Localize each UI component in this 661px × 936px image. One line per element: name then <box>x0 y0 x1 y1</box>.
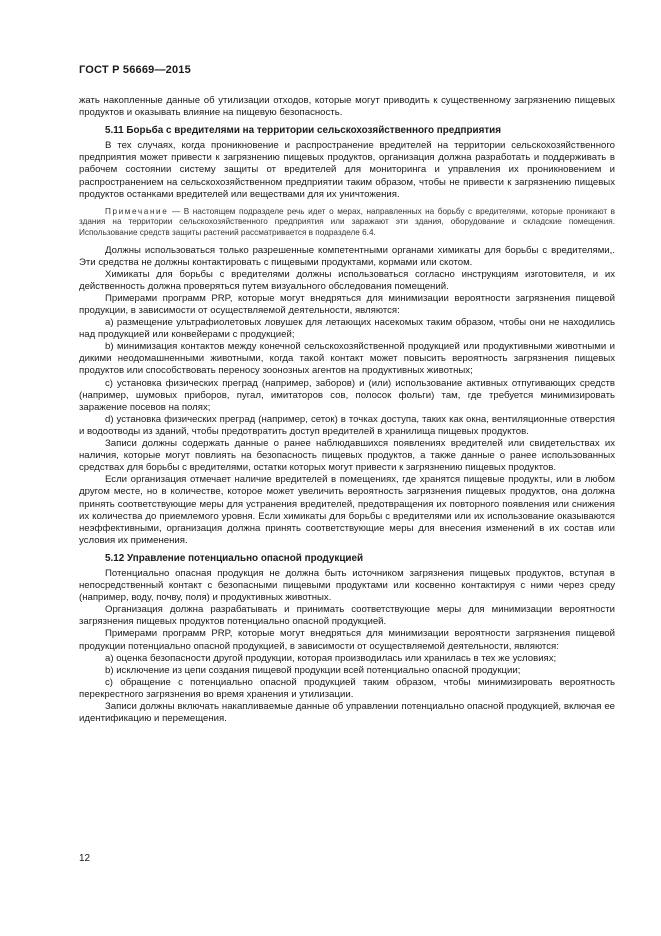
paragraph: Должны использоваться только разрешенные компетентными органами химикаты для борьбы с вредителями,. Эти средства не должны контактировать с пищевыми продуктами, кормами или скотом. <box>79 244 615 268</box>
list-item-c: c) обращение с потенциально опасной продукцией таким образом, чтобы минимизировать вероятность перекрестного загрязнения во время хранения и утилизации. <box>79 676 615 700</box>
paragraph: Примерами программ PRP, которые могут внедряться для минимизации вероятности загрязнения пищевой продукции, в зависимости от осуществляемой деятельности, являются: <box>79 292 615 316</box>
note-text: — В настоящем подразделе речь идет о мерах, направленных на борьбу с вредителями, которые проникают в здания на территории сельскохозяйственного предприятия или заражают эти здания, оборудование и складские помещения. Использование средств защиты растений рассматривается в подразделе 6.4. <box>79 206 615 237</box>
list-item-c: c) установка физических преград (например, заборов) и (или) использование активных отпугивающих средств (например, шумовых приборов, пугал, имитаторов сов, полосок фольги) там, где требуется минимизировать заражение посевов на полях; <box>79 377 615 413</box>
paragraph: Записи должны включать накапливаемые данные об управлении потенциально опасной продукцией, включая ее идентификацию и перемещения. <box>79 701 615 725</box>
paragraph: Химикаты для борьбы с вредителями должны использоваться согласно инструкциям изготовителя, и их действенность должна проверяться путем визуального обследования помещений. <box>79 268 615 292</box>
list-item-b: b) минимизация контактов между конечной сельскохозяйственной продукцией или продуктивными животными и дикими неодомашненными животными, когда такой контакт может повысить вероятность загрязнения пищевых продуктов или способствовать переносу зоонозных агентов на продуктивных животных; <box>79 341 615 377</box>
section-5-12-heading: 5.12 Управление потенциально опасной продукцией <box>105 552 364 564</box>
paragraph: Организация должна разрабатывать и принимать соответствующие меры для минимизации вероятности загрязнения пищевых продуктов потенциально опасной продукцией. <box>79 604 615 628</box>
note-label: Примечание <box>105 206 169 216</box>
document-header: ГОСТ Р 56669—2015 <box>79 64 191 76</box>
section-5-11-heading: 5.11 Борьба с вредителями на территории сельскохозяйственного предприятия <box>105 125 501 137</box>
list-item-a: a) размещение ультрафиолетовых ловушек для летающих насекомых таким образом, чтобы они не находились над продукцией или конвейерами с продукцией; <box>79 317 615 341</box>
paragraph: Примерами программ PRP, которые могут внедряться для минимизации вероятности загрязнения пищевой продукции потенциально опасной продукцией, в зависимости от осуществляемой деятельности, являются: <box>79 628 615 652</box>
list-item-b: b) исключение из цепи создания пищевой продукции всей потенциально опасной продукции; <box>105 664 521 676</box>
page-number: 12 <box>79 853 91 864</box>
paragraph: Если организация отмечает наличие вредителей в помещениях, где хранятся пищевые продукты, или в любом другом месте, но в количестве, которое может увеличить вероятность загрязнения пищевых продуктов, она должна принять соответствующие меры для устранения вредителей, предотвращения их повторного появления или снижения их количества до приемлемого уровня. Если химикаты для борьбы с вредителями или их использование оказываются неэффективными, организация должна принять соответствующие меры для внесения изменений в их состав или условия их применения. <box>79 474 615 546</box>
page-body <box>79 95 615 725</box>
paragraph: Потенциально опасная продукция не должна быть источником загрязнения пищевых продуктов, вступая в непосредственный контакт с безопасными пищевыми продуктами или косвенно контактируя с ними через среду (например, воду, почву, поля) и продуктивных животных. <box>79 567 615 604</box>
list-item-d: d) установка физических преград (например, сеток) в точках доступа, таких как окна, вентиляционные отверстия и водоотводы из зданий, чтобы предотвратить доступ вредителей в хранилища пищевых продуктов. <box>79 413 615 437</box>
paragraph: В тех случаях, когда проникновение и распространение вредителей на территории сельскохозяйственного предприятия может привести к загрязнению пищевых продуктов, организация должна разработать и поддерживать в рабочем состоянии систему защиты от вредителей для мониторинга и управления их проникновением и распространением на сельскохозяйственном предприятии таким образом, чтобы не привести к загрязнению пищевых продуктов останками вредителей или веществами для их уничтожения. <box>79 140 615 200</box>
paragraph-continuation: жать накопленные данные об утилизации отходов, которые могут приводить к существенному загрязнению пищевых продуктов и оказывать влияние на пищевую безопасность. <box>79 95 615 119</box>
note <box>79 207 615 239</box>
paragraph: Записи должны содержать данные о ранее наблюдавшихся появлениях вредителей или свидетельствах их наличия, которые могут повлиять на безопасность пищевых продуктов, а также данные о ранее использованных средствах для борьбы с вредителями, остатки которых могут привести к загрязнению пищевых продуктов. <box>79 438 615 474</box>
list-item-a: a) оценка безопасности другой продукции, которая производилась или хранилась в тех же условиях; <box>105 652 557 664</box>
